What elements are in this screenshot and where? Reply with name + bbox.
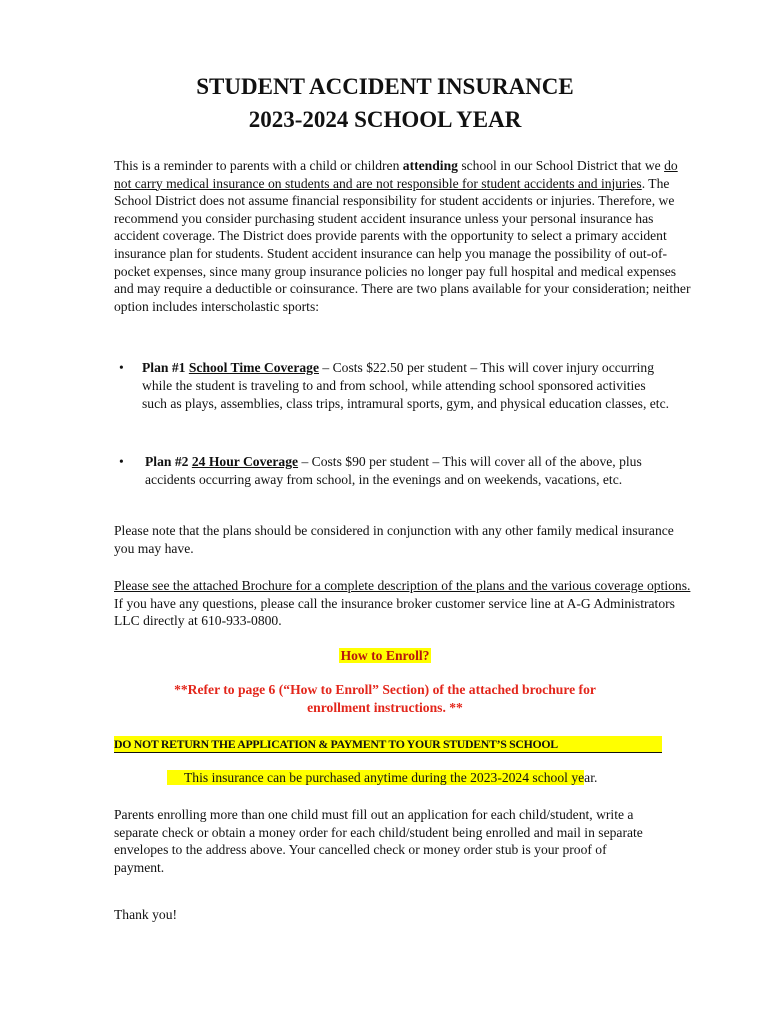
plan-1-description: – Costs $22.50 per student – This will cover injury occurring while the student is traveling to and from school, while attending school sponsored activities such as plays, assemblies, class trips, intramural sports, gym, and physical education classes, etc. bbox=[142, 360, 670, 411]
intro-paragraph bbox=[114, 157, 694, 315]
brochure-contact: If you have any questions, please call the insurance broker customer service line at A-G Administrators LLC directly at 610-933-0800. bbox=[114, 595, 675, 629]
bullet-icon: • bbox=[119, 360, 124, 375]
plan-1-coverage: School Time Coverage bbox=[188, 360, 319, 375]
plan-1-text bbox=[142, 359, 672, 412]
anytime-purchase-note bbox=[167, 769, 597, 787]
bullet-icon: • bbox=[119, 454, 124, 469]
brochure-underlined: Please see the attached Brochure for a complete description of the plans and the various coverage options. bbox=[114, 578, 691, 593]
plan-2-name: Plan #2 bbox=[145, 454, 189, 469]
brochure-paragraph bbox=[114, 577, 694, 630]
closing-text: Thank you! bbox=[114, 907, 178, 922]
anytime-tail: ar. bbox=[584, 770, 598, 785]
title-line-2: 2023-2024 SCHOOL YEAR bbox=[248, 107, 522, 132]
how-to-enroll-heading bbox=[0, 647, 770, 665]
parents-paragraph: Parents enrolling more than one child must fill out an application for each child/student, write a separate check or obtain a money order for each child/student being enrolled and mail in separate envelopes to the address above. Your cancelled check or money order stub is your proof of payment. bbox=[114, 807, 643, 875]
plan-2-coverage: 24 Hour Coverage bbox=[191, 454, 299, 469]
intro-underlined-disclaimer: do not carry medical insurance on students and are not responsible for student accidents and injuries bbox=[114, 158, 678, 191]
refer-line-2: enrollment instructions. ** bbox=[307, 700, 463, 715]
refer-line-1: **Refer to page 6 (“How to Enroll” Section) of the attached brochure for bbox=[174, 682, 596, 697]
do-not-return-notice: DO NOT RETURN THE APPLICATION & PAYMENT TO YOUR STUDENT’S SCHOOL bbox=[114, 736, 662, 753]
intro-text-2: school in our School District that we bbox=[457, 158, 665, 173]
note-paragraph: Please note that the plans should be considered in conjunction with any other family medical insurance you may have. bbox=[114, 523, 674, 556]
plan-2-text bbox=[145, 453, 675, 489]
intro-text-3: . The School District does not assume financial responsibility for student accidents or injuries. Therefore, we recommend you consider purchasing student accident insurance unless your personal insurance has accident coverage. The District does provide parents with the opportunity to select a primary accident insurance plan for students. Student accident insurance can help you manage the possibility of out-of-pocket expenses, since many group insurance policies no longer pay full hospital and medical expenses and may require a deductible or coinsurance. There are two plans available for your consideration; neither option includes interscholastic sports: bbox=[114, 175, 691, 314]
title-line-1: STUDENT ACCIDENT INSURANCE bbox=[196, 74, 574, 99]
intro-bold-attending: attending bbox=[402, 158, 458, 173]
plan-1-name: Plan #1 bbox=[142, 360, 186, 375]
how-to-enroll-label: How to Enroll? bbox=[340, 648, 430, 663]
plan-2-description: – Costs $90 per student – This will cover all of the above, plus accidents occurring away from school, in the evenings and on weekends, vacations, etc. bbox=[145, 454, 642, 487]
intro-text-1: This is a reminder to parents with a child or children bbox=[114, 158, 403, 173]
anytime-highlighted: This insurance can be purchased anytime during the 2023-2024 school ye bbox=[167, 770, 584, 785]
